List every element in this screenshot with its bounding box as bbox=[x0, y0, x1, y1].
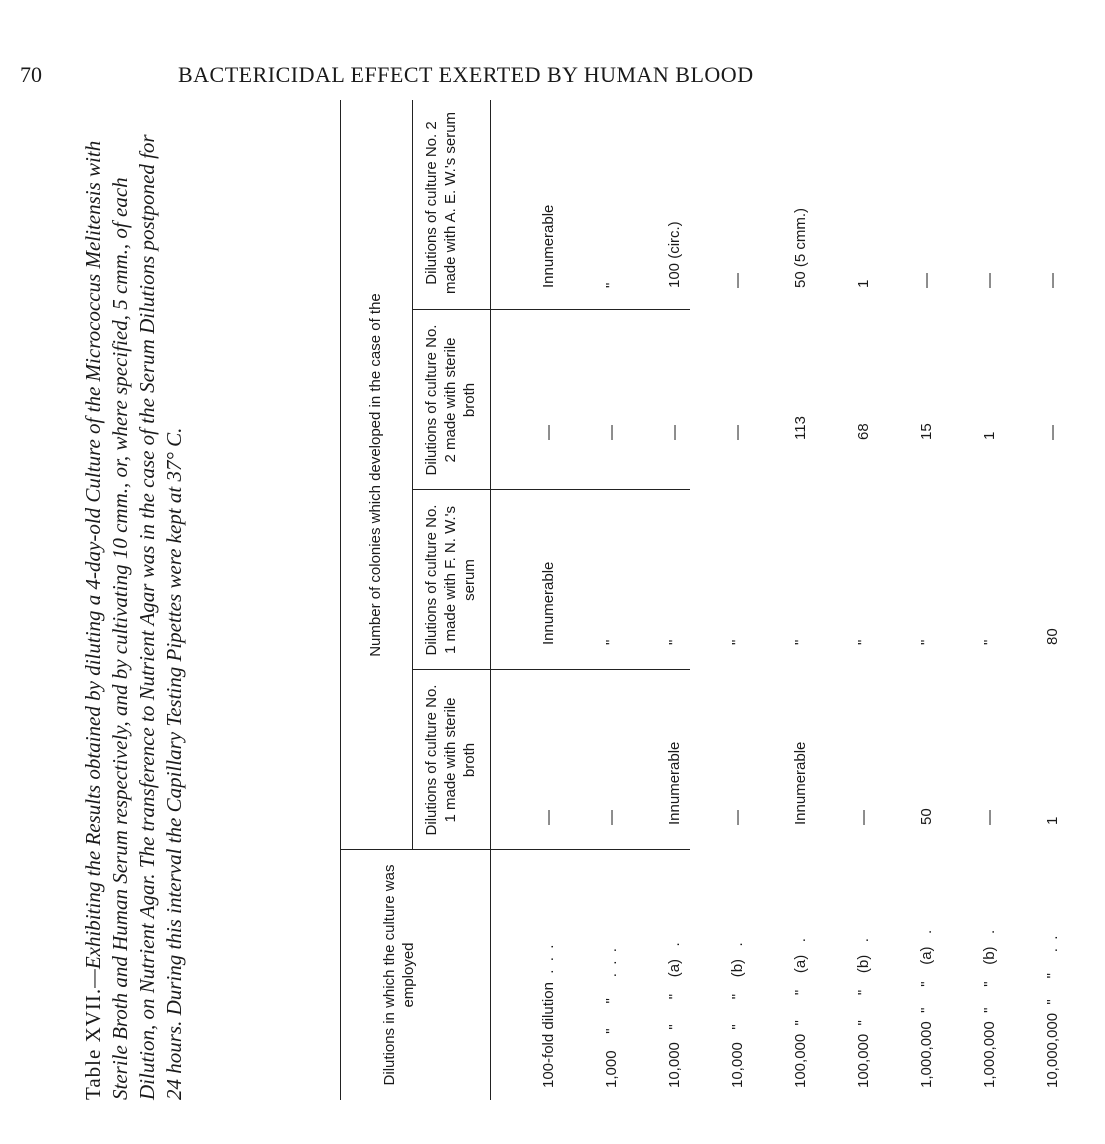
count-cell: 50 bbox=[918, 808, 935, 825]
count-cell: — bbox=[603, 425, 620, 440]
header-bottom-rule bbox=[490, 100, 491, 1100]
count-cell: 1 bbox=[981, 431, 998, 440]
dilution-row: 10,000 " " (b) . bbox=[729, 942, 746, 1088]
broth-2-column bbox=[496, 415, 1105, 440]
count-cell: " bbox=[729, 639, 746, 645]
count-cell: Innumerable bbox=[540, 561, 557, 645]
count-cell: — bbox=[855, 810, 872, 825]
subheader-broth-1: Dilutions of culture No. 1 made with sterile broth bbox=[423, 684, 478, 836]
count-cell: 15 bbox=[918, 423, 935, 440]
dilution-row: 10,000,000 " " . . bbox=[1044, 935, 1061, 1088]
count-cell: 1 bbox=[855, 279, 872, 288]
count-cell: " bbox=[603, 639, 620, 645]
count-cell: — bbox=[981, 273, 998, 288]
count-cell: " bbox=[918, 639, 935, 645]
col-divider-2 bbox=[412, 669, 690, 670]
table-caption bbox=[80, 110, 188, 1100]
col-divider-4 bbox=[412, 309, 690, 310]
count-cell: " bbox=[792, 639, 809, 645]
count-cell: 113 bbox=[792, 416, 809, 440]
count-cell: — bbox=[1044, 425, 1061, 440]
count-cell: " bbox=[666, 639, 683, 645]
subheader-broth-2: Dilutions of culture No. 2 made with sterile broth bbox=[423, 324, 478, 476]
page-number: 70 bbox=[20, 62, 42, 87]
running-head: BACTERICIDAL EFFECT EXERTED BY HUMAN BLOOD bbox=[178, 62, 754, 87]
table-top-rule bbox=[340, 100, 341, 1100]
count-cell: — bbox=[540, 425, 557, 440]
count-cell: 68 bbox=[855, 423, 872, 440]
count-cell: — bbox=[729, 273, 746, 288]
count-cell: 100 (circ.) bbox=[666, 221, 683, 288]
caption-text: —Exhibiting the Results obtained by diluting a 4-day-old Culture of the Micrococcus Melitensis with Sterile Broth and Human Serum respectively, and by cultivating 10 cmm., or, where specified, 5 cmm., of each Dilution, on Nutrient Agar. The transference to Nutrient Agar was in the case of the Serum Dilutions postponed for 24 hours. During this interval the Capillary Testing Pipettes were kept at 37° C. bbox=[81, 134, 186, 1100]
count-cell: Innumerable bbox=[792, 741, 809, 825]
count-cell: " bbox=[981, 639, 998, 645]
caption-label: Table XVII. bbox=[81, 987, 105, 1100]
count-cell: — bbox=[666, 425, 683, 440]
group-header-rule bbox=[412, 100, 413, 850]
serum-2-column bbox=[496, 205, 1105, 288]
dilution-row: 100,000 " " (a) . bbox=[792, 938, 809, 1088]
rotated-table-block bbox=[70, 100, 1061, 1100]
dilutions-column bbox=[496, 930, 1105, 1088]
dilution-row: 10,000 " " (a) . bbox=[666, 942, 683, 1088]
count-cell: 50 (5 cmm.) bbox=[792, 207, 809, 288]
col-header-dilutions: Dilutions in which the culture was employed bbox=[381, 864, 417, 1086]
subheader-serum-1: Dilutions of culture No. 1 made with F. N. W.'s serum bbox=[423, 504, 478, 656]
group-header: Number of colonies which developed in the case of the bbox=[367, 293, 384, 657]
count-cell: 80 bbox=[1044, 628, 1061, 645]
count-cell: Innumerable bbox=[540, 204, 557, 288]
count-cell: 1 bbox=[1044, 816, 1061, 825]
col-divider-3 bbox=[412, 489, 690, 490]
count-cell: — bbox=[603, 810, 620, 825]
count-cell: Innumerable bbox=[666, 741, 683, 825]
dilution-row: 1,000 " " . . . bbox=[603, 948, 620, 1088]
count-cell: — bbox=[729, 425, 746, 440]
broth-1-column bbox=[496, 742, 1105, 825]
serum-1-column bbox=[496, 562, 1105, 645]
count-cell: " bbox=[603, 282, 620, 288]
dilution-row: 100,000 " " (b) . bbox=[855, 938, 872, 1088]
count-cell: — bbox=[981, 810, 998, 825]
data-table bbox=[340, 100, 1061, 1100]
count-cell: — bbox=[540, 810, 557, 825]
subheader-serum-2: Dilutions of culture No. 2 made with A. E. W.'s serum bbox=[423, 111, 459, 295]
count-cell: " bbox=[855, 639, 872, 645]
dilution-row: 100-fold dilution . . . bbox=[540, 944, 557, 1088]
count-cell: — bbox=[918, 273, 935, 288]
dilution-row: 1,000,000 " " (b) . bbox=[981, 929, 998, 1088]
count-cell: — bbox=[1044, 273, 1061, 288]
dilution-row: 1,000,000 " " (a) . bbox=[918, 929, 935, 1088]
count-cell: — bbox=[729, 810, 746, 825]
